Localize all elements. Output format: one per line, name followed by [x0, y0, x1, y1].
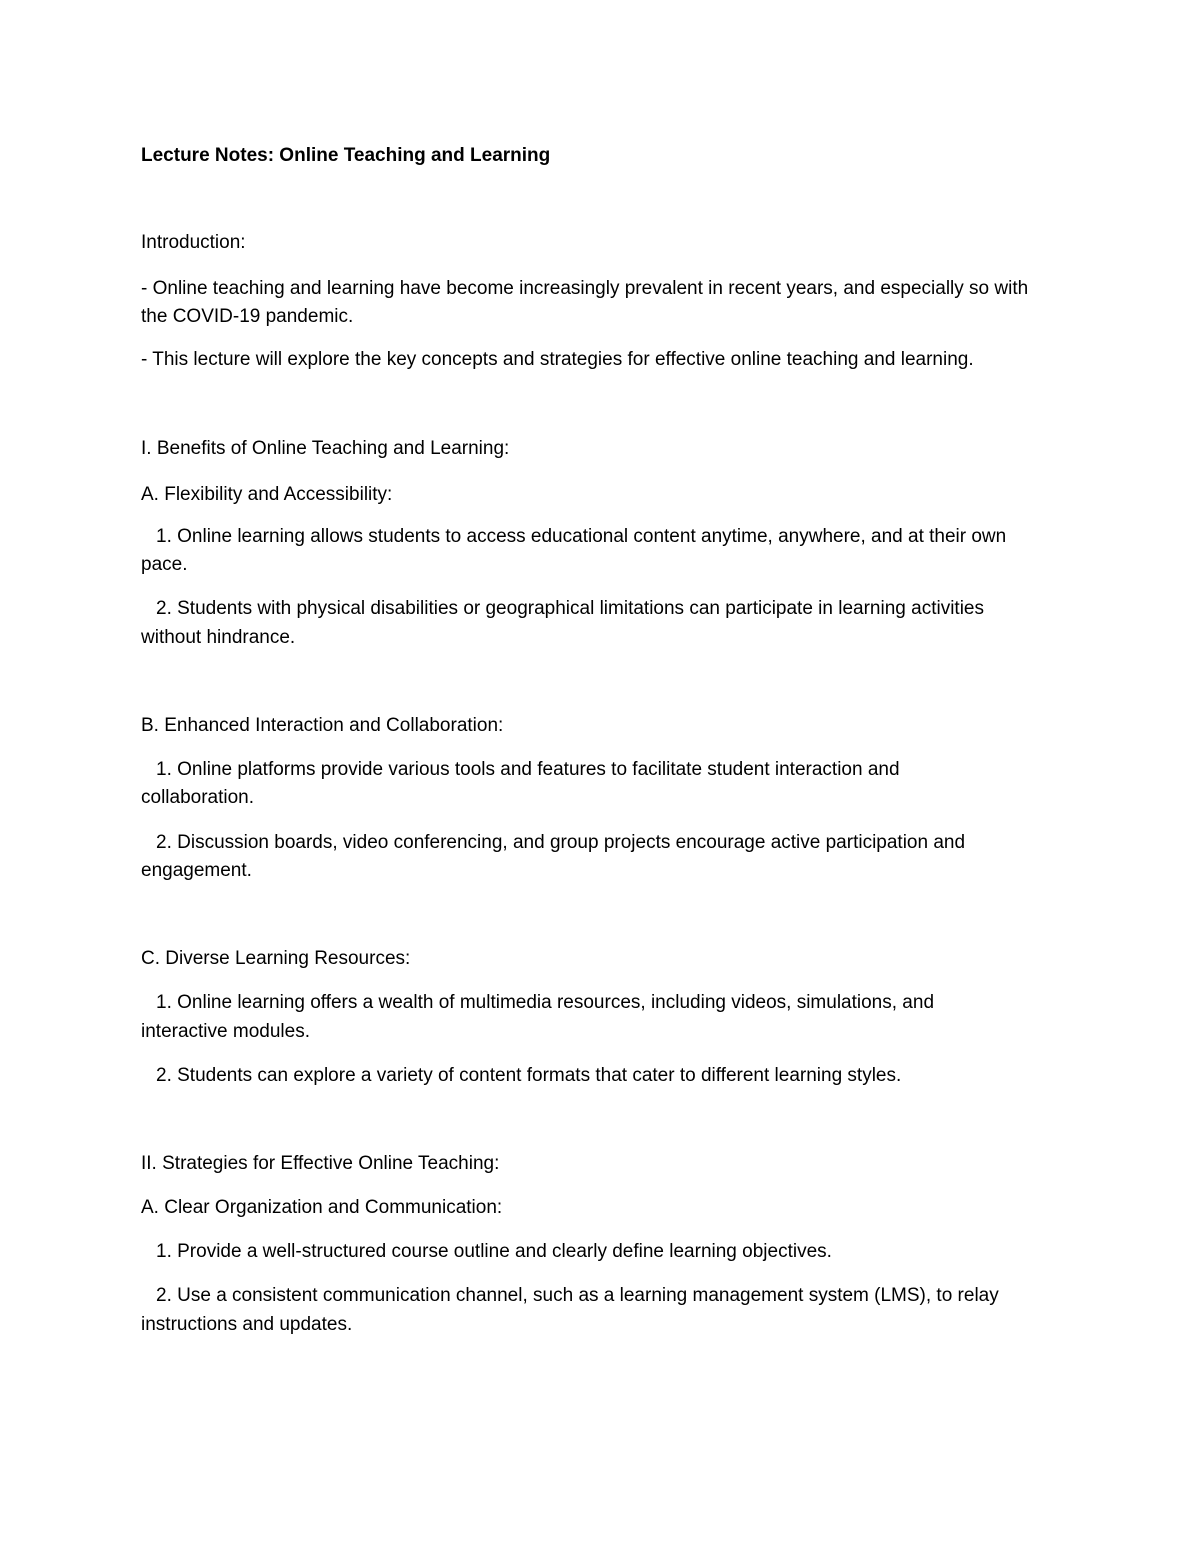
section-1-a-item-1-line-2: pace.: [141, 554, 188, 575]
section-1-a-item-1-line-1: 1. Online learning allows students to access educational content anytime, anywhere, and at their own: [156, 526, 1007, 547]
section-1-c-heading: C. Diverse Learning Resources:: [141, 948, 411, 969]
section-2-a-item-1: 1. Provide a well-structured course outline and clearly define learning objectives.: [156, 1241, 832, 1262]
section-1-b-heading: B. Enhanced Interaction and Collaboration:: [141, 715, 504, 736]
section-2-a-heading: A. Clear Organization and Communication:: [141, 1197, 503, 1218]
section-2-heading: II. Strategies for Effective Online Teaching:: [141, 1153, 500, 1174]
section-1-heading: I. Benefits of Online Teaching and Learning:: [141, 438, 510, 459]
intro-bullet-1-line-1: - Online teaching and learning have become increasingly prevalent in recent years, and especially so with: [141, 278, 1029, 299]
section-1-c-item-2: 2. Students can explore a variety of content formats that cater to different learning styles.: [156, 1065, 902, 1086]
section-1-c-item-1-line-1: 1. Online learning offers a wealth of multimedia resources, including videos, simulations, and: [156, 992, 935, 1013]
section-1-a-item-2-line-2: without hindrance.: [141, 627, 296, 648]
document-title: Lecture Notes: Online Teaching and Learning: [141, 145, 551, 166]
section-1-a-item-2-line-1: 2. Students with physical disabilities or geographical limitations can participate in learning activities: [156, 598, 984, 619]
intro-bullet-1-line-2: the COVID-19 pandemic.: [141, 306, 354, 327]
intro-bullet-2: - This lecture will explore the key concepts and strategies for effective online teaching and learning.: [141, 349, 974, 370]
intro-heading: Introduction:: [141, 232, 246, 253]
section-1-b-item-2-line-1: 2. Discussion boards, video conferencing, and group projects encourage active participation and: [156, 832, 966, 853]
section-1-a-heading: A. Flexibility and Accessibility:: [141, 484, 393, 505]
section-1-b-item-1-line-2: collaboration.: [141, 787, 255, 808]
section-1-b-item-1-line-1: 1. Online platforms provide various tools and features to facilitate student interaction and: [156, 759, 900, 780]
section-1-b-item-2-line-2: engagement.: [141, 860, 252, 881]
section-2-a-item-2-line-1: 2. Use a consistent communication channel, such as a learning management system (LMS), to relay: [156, 1285, 999, 1306]
section-2-a-item-2-line-2: instructions and updates.: [141, 1314, 353, 1335]
section-1-c-item-1-line-2: interactive modules.: [141, 1021, 310, 1042]
